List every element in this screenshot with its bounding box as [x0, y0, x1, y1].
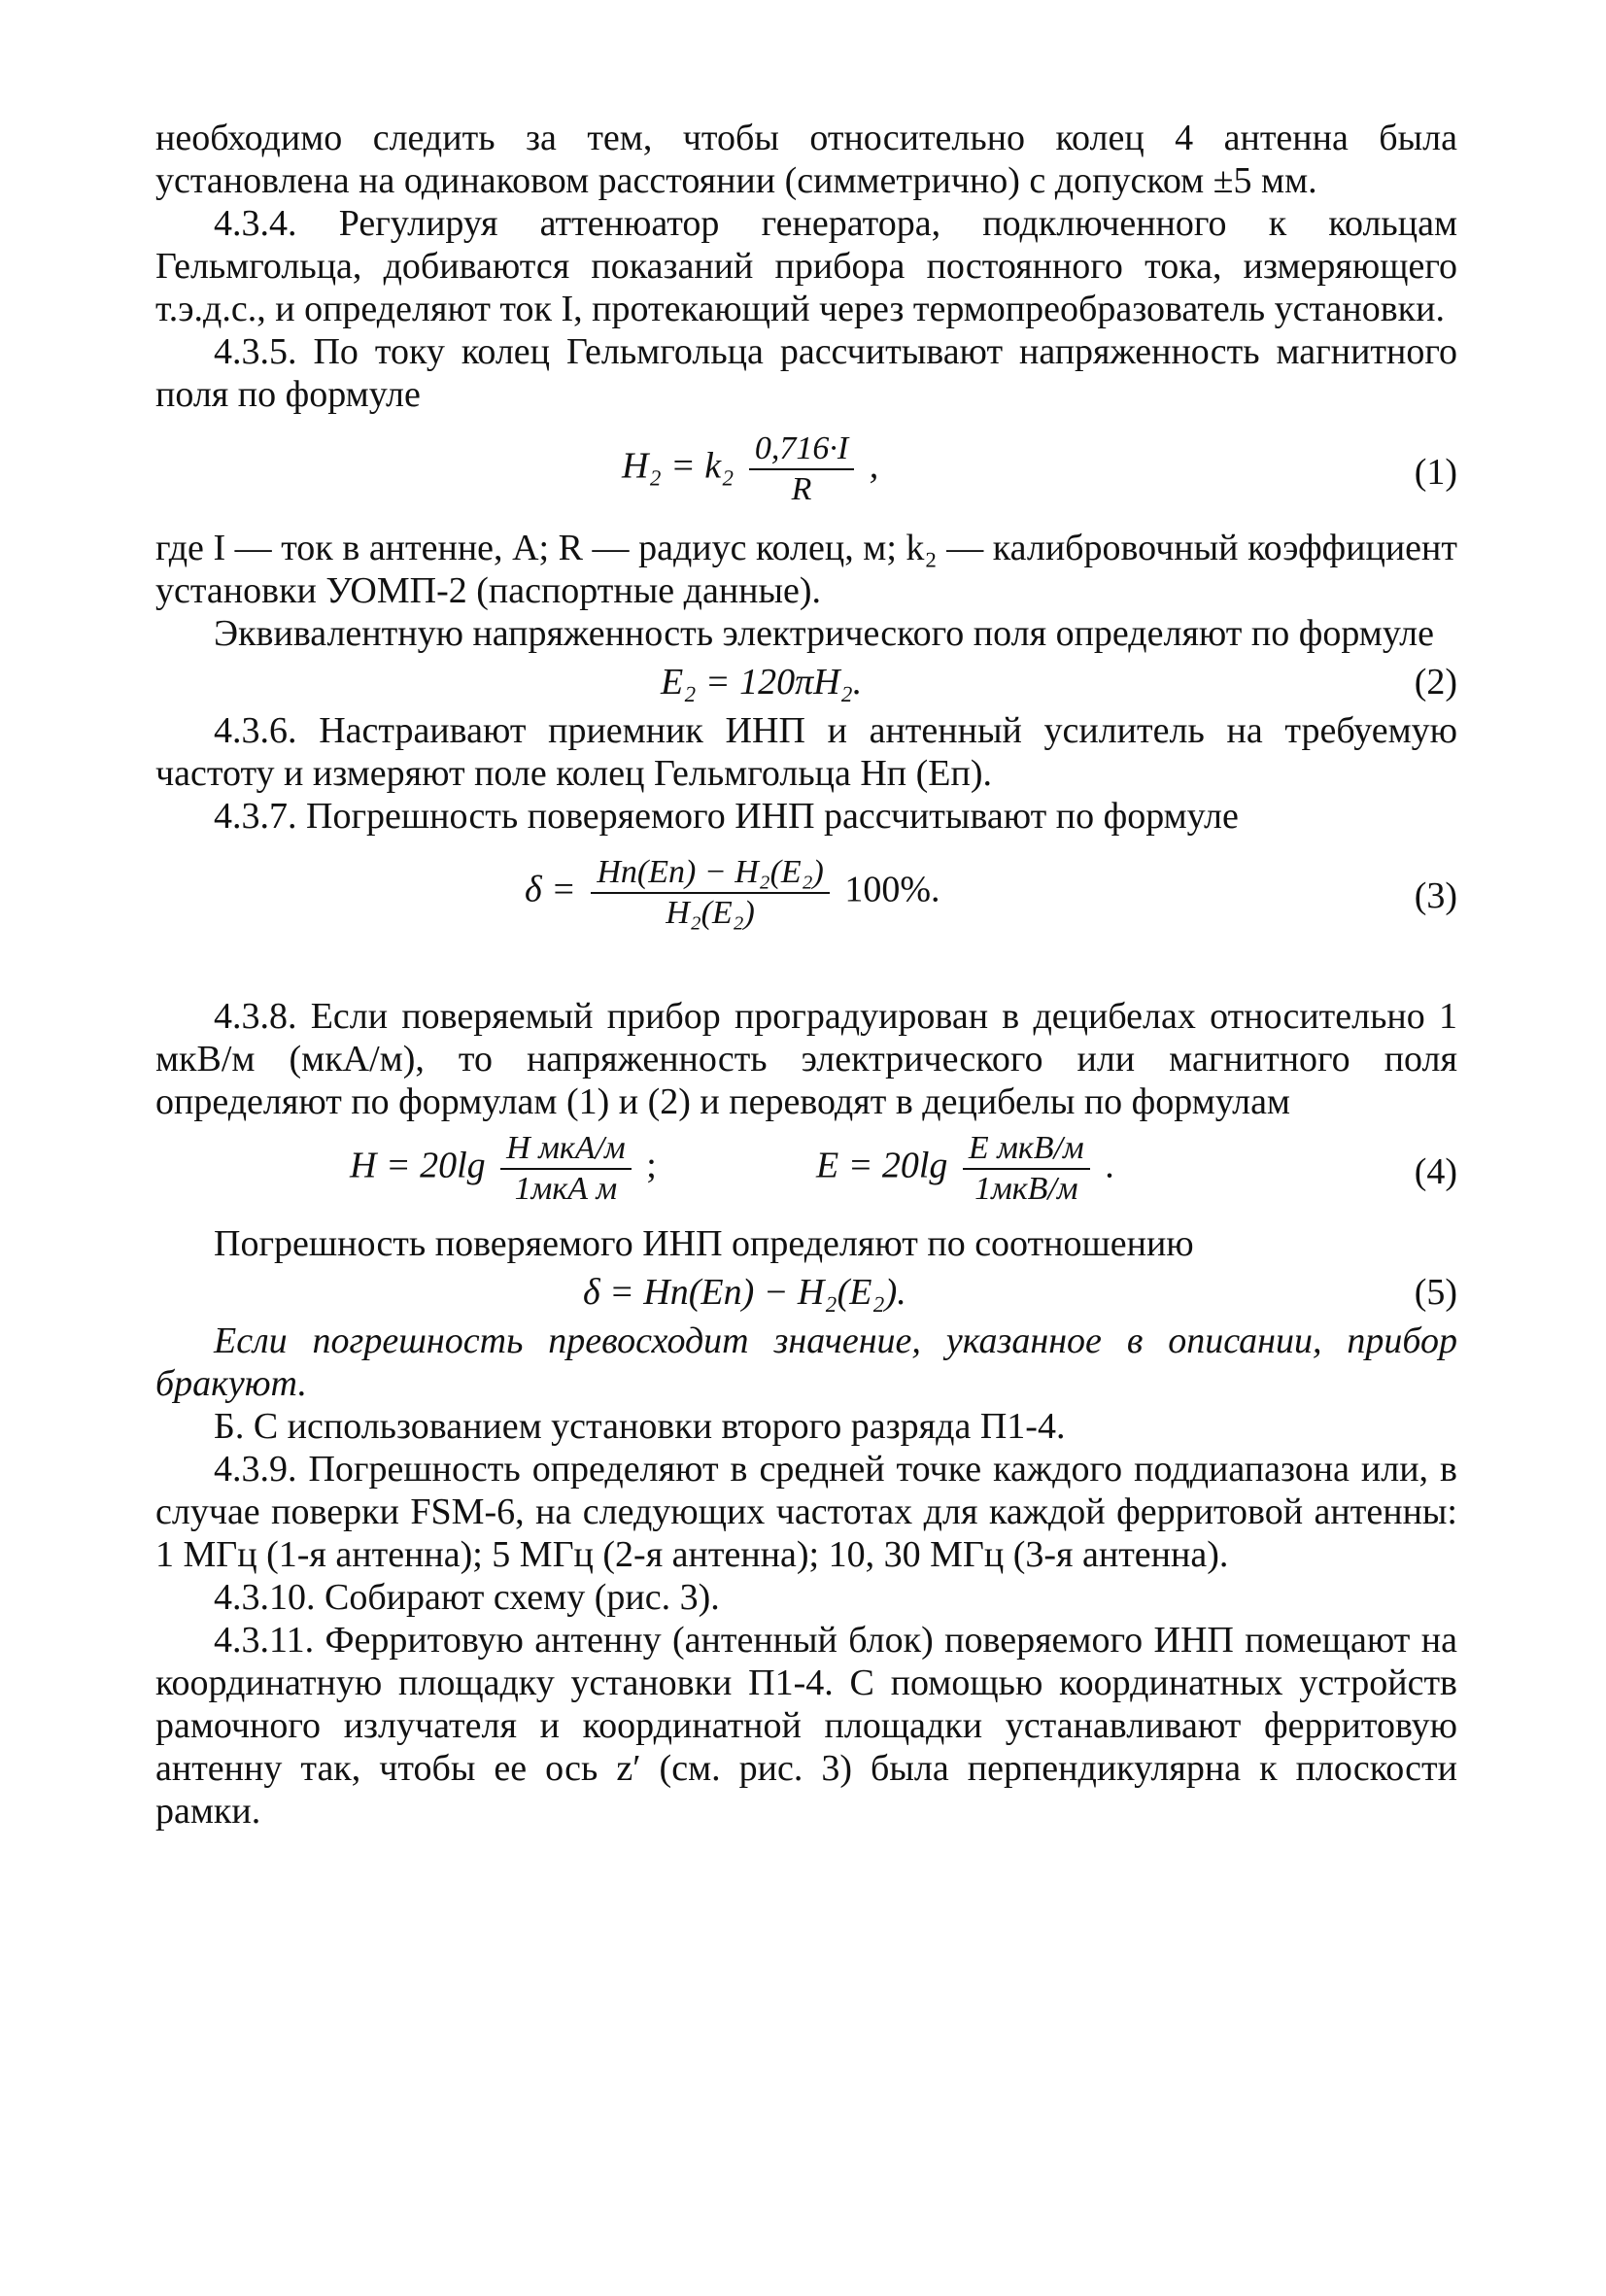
formula-1-denominator: R [791, 471, 812, 507]
paragraph-where: где I — ток в антенне, А; R — радиус колец, м; k₂ — калибровочный коэффициент установки УОМП-2 (паспортные данные). [155, 528, 1457, 611]
paragraph-4-3-4: 4.3.4. Регулируя аттенюатор генератора, подключенного к кольцам Гельмгольца, добиваются показаний прибора постоянного тока, измеряющего т.э.д.с., и определяют ток I, протекающий через термопреобразователь установки. [155, 203, 1457, 329]
paragraph-reject: Если погрешность превосходит значение, указанное в описании, прибор бракуют. [155, 1320, 1457, 1404]
paragraph-4-3-9: 4.3.9. Погрешность определяют в средней точке каждого поддиапазона или, в случае поверки FSM-6, на следующих частотах для каждой ферритовой антенны: 1 МГц (1-я антенна); 5 МГц (2-я антенна); 10, 30 МГц (3-я антенна). [155, 1449, 1457, 1575]
formula-4a-fraction [500, 1129, 632, 1209]
paragraph-error-relation: Погрешность поверяемого ИНП определяют по соотношению [214, 1223, 1194, 1264]
formula-3-fraction [591, 853, 830, 933]
paragraph-4-3-7: 4.3.7. Погрешность поверяемого ИНП рассчитывают по формуле [214, 796, 1239, 837]
formula-2 [155, 655, 1457, 709]
paragraph-4-3-5: 4.3.5. По току колец Гельмгольца рассчитывают напряженность магнитного поля по формуле [155, 331, 1457, 415]
formula-4b-numerator: E мкВ/м [963, 1129, 1090, 1170]
formula-2-number: (2) [1414, 662, 1457, 703]
formula-1-numerator: 0,716·I [749, 429, 854, 470]
formula-3 [155, 853, 1457, 960]
formula-2-body: E₂ = 120πH₂. [661, 662, 863, 703]
formula-4b-fraction [963, 1129, 1090, 1209]
formula-1-lhs: H₂ = k₂ [622, 445, 735, 487]
formula-4a-lhs: H = 20lg [350, 1145, 486, 1186]
formula-4b-lhs: E = 20lg [816, 1145, 948, 1186]
formula-1-fraction [749, 429, 854, 509]
paragraph-1: необходимо следить за тем, чтобы относительно колец 4 антенна была установлена на одинаковом расстоянии (симметрично) с допуском ±5 мм. [155, 118, 1457, 201]
paragraph-4-3-11: 4.3.11. Ферритовую антенну (антенный блок) поверяемого ИНП помещают на координатную площадку установки П1-4. С помощью координатных устройств рамочного излучателя и координатной площадки устанавливают ферритовую антенну так, чтобы ее ось z′ (см. рис. 3) была перпендикулярна к плоскости рамки. [155, 1620, 1457, 1832]
paragraph-4-3-10: 4.3.10. Собирают схему (рис. 3). [214, 1577, 720, 1618]
formula-5 [155, 1265, 1457, 1319]
formula-4-number: (4) [1414, 1151, 1457, 1192]
formula-5-body: δ = Hп(Eп) − H₂(E₂). [583, 1272, 906, 1313]
formula-3-numerator: Hп(Eп) − H₂(E₂) [591, 853, 830, 894]
formula-3-lhs: δ = [525, 869, 576, 910]
formula-4a-denominator: 1мкА м [514, 1171, 618, 1207]
paragraph-equivalent: Эквивалентную напряженность электрического поля определяют по формуле [214, 613, 1435, 654]
formula-1 [155, 429, 1457, 527]
paragraph-4-3-6: 4.3.6. Настраивают приемник ИНП и антенный усилитель на требуемую частоту и измеряют поле колец Гельмгольца Hп (Eп). [155, 710, 1457, 794]
document-page [155, 117, 1457, 1833]
formula-3-tail: 100%. [844, 869, 940, 910]
formula-4-tail: . [1105, 1145, 1114, 1186]
formula-4 [155, 1129, 1457, 1222]
paragraph-section-b: Б. С использованием установки второго разряда П1-4. [214, 1406, 1066, 1447]
formula-1-number: (1) [1414, 452, 1457, 493]
formula-4a-numerator: H мкА/м [500, 1129, 632, 1170]
formula-4-separator: ; [646, 1145, 657, 1186]
formula-5-number: (5) [1414, 1272, 1457, 1313]
formula-3-denominator: H₂(E₂) [666, 895, 755, 931]
formula-1-tail: , [869, 445, 879, 487]
formula-4b-denominator: 1мкВ/м [974, 1171, 1078, 1207]
paragraph-4-3-8: 4.3.8. Если поверяемый прибор проградуирован в децибелах относительно 1 мкВ/м (мкА/м), то напряженность электрического или магнитного поля определяют по формулам (1) и (2) и переводят в децибелы по формулам [155, 996, 1457, 1122]
formula-3-number: (3) [1414, 875, 1457, 916]
